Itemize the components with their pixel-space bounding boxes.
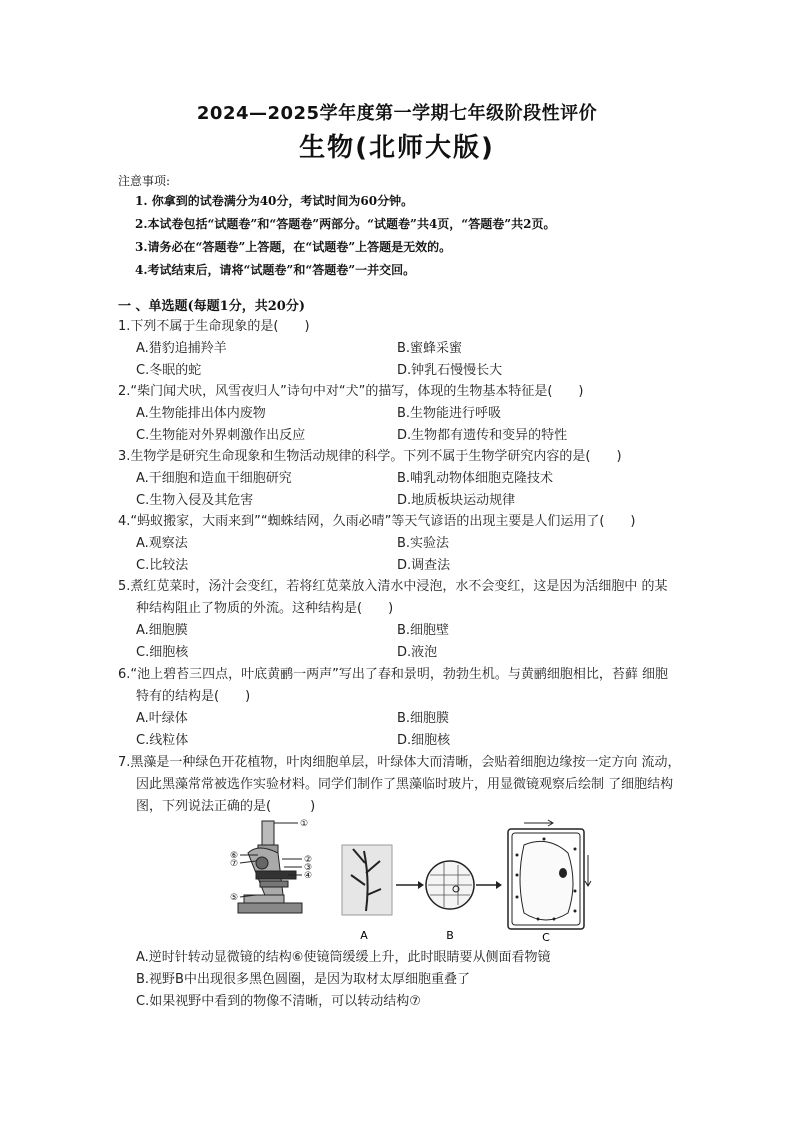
question-1 (118, 316, 698, 382)
callout-6: ⑥ (230, 851, 239, 861)
callout-5: ⑤ (230, 893, 239, 903)
option-c: C.生物入侵及其危害 (136, 493, 254, 508)
arrow-icon (476, 881, 502, 889)
microscope-figure (218, 815, 598, 945)
option-a: A.观察法 (136, 536, 188, 551)
option-c: C.线粒体 (136, 733, 189, 748)
option-b: B.实验法 (397, 536, 450, 551)
option-a: A.细胞膜 (136, 623, 188, 638)
option-c: C.生物能对外界刺激作出反应 (136, 428, 306, 443)
option-d: D.地质板块运动规律 (397, 493, 516, 508)
option-grid (118, 338, 698, 382)
option-d: D.液泡 (397, 645, 438, 660)
option-a: A.猎豹追捕羚羊 (136, 341, 227, 356)
exam-title: 2024—2025学年度第一学期七年级阶段性评价 (196, 103, 598, 124)
note-item: 3.请务必在“答题卷”上答题，在“试题卷”上答题是无效的。 (135, 240, 452, 254)
panel-label-a: A (360, 929, 368, 942)
microscope-illustration (238, 821, 302, 913)
question-stem-continued: 因此黑藻常常被选作实验材料。同学们制作了黑藻临时玻片，用显微镜观察后绘制 了细胞结构 (136, 777, 674, 792)
callout-4: ④ (304, 871, 313, 881)
arrow-icon (396, 881, 424, 889)
question-4 (118, 511, 698, 577)
panel-a-plant (342, 845, 392, 915)
option-b: B.细胞膜 (397, 711, 450, 726)
option-a: A.逆时针转动显微镜的结构⑥使镜筒缓缓上升，此时眼睛要从侧面看物镜 (136, 950, 551, 965)
question-stem-continued: 种结构阻止了物质的外流。这种结构是( ) (136, 601, 394, 616)
option-d: D.细胞核 (397, 733, 451, 748)
callout-7: ⑦ (230, 859, 239, 869)
option-c: C.冬眠的蛇 (136, 363, 202, 378)
question-stem: 7.黑藻是一种绿色开花植物，叶肉细胞单层，叶绿体大而清晰，会贴着细胞边缘按一定方向 流动， (118, 755, 681, 770)
option-b: B.视野B中出现很多黑色圆圈，是因为取材太厚细胞重叠了 (136, 972, 470, 987)
panel-label-b: B (446, 929, 454, 942)
question-stem: 5.煮红苋菜时，汤汁会变红，若将红苋菜放入清水中浸泡，水不会变红，这是因为活细胞中 的某 (118, 579, 668, 594)
panel-label-c: C (542, 931, 550, 944)
question-stem-continued: 图，下列说法正确的是( ) (136, 799, 316, 814)
option-a: A.生物能排出体内废物 (136, 406, 266, 421)
question-stem: 1.下列不属于生命现象的是( ) (118, 319, 310, 334)
option-c: C.细胞核 (136, 645, 189, 660)
option-b: B.细胞壁 (397, 623, 450, 638)
question-5 (118, 576, 698, 664)
panel-b-field-of-view (426, 861, 474, 909)
question-stem: 2.“柴门闻犬吠，风雪夜归人”诗句中对“犬”的描写，体现的生物基本特征是( ) (118, 384, 584, 399)
option-c: C.如果视野中看到的物像不清晰，可以转动结构⑦ (136, 994, 421, 1009)
question-2 (118, 381, 698, 447)
option-grid (118, 533, 698, 577)
option-b: B.哺乳动物体细胞克隆技术 (397, 471, 554, 486)
question-3 (118, 446, 698, 512)
notes-list (135, 190, 555, 282)
exam-subtitle: 生物(北师大版) (299, 133, 495, 163)
option-grid (118, 620, 698, 664)
panel-c-cell-diagram (508, 820, 591, 929)
question-stem-continued: 特有的结构是( ) (136, 689, 251, 704)
option-d: D.调查法 (397, 558, 451, 573)
question-7 (118, 752, 698, 818)
option-b: B.蜜蜂采蜜 (397, 341, 463, 356)
option-b: B.生物能进行呼吸 (397, 406, 502, 421)
option-grid (118, 468, 698, 512)
question-7-options (136, 947, 550, 1013)
callout-3: ③ (304, 863, 313, 873)
callout-1: ① (300, 819, 309, 829)
option-grid (118, 403, 698, 447)
option-a: A.叶绿体 (136, 711, 188, 726)
note-item: 4.考试结束后，请将“试题卷”和“答题卷”一并交回。 (135, 263, 416, 277)
question-stem: 4.“蚂蚁搬家，大雨来到”“蜘蛛结网，久雨必晴”等天气谚语的出现主要是人们运用了( ) (118, 514, 636, 529)
option-grid (118, 708, 698, 752)
question-6 (118, 664, 698, 752)
option-d: D.钟乳石慢慢长大 (397, 363, 503, 378)
question-stem: 3.生物学是研究生命现象和生物活动规律的科学。下列不属于生物学研究内容的是( ) (118, 449, 622, 464)
note-item: 2.本试卷包括“试题卷”和“答题卷”两部分。“试题卷”共4页，“答题卷”共2页。 (135, 217, 556, 231)
option-c: C.比较法 (136, 558, 189, 573)
question-stem: 6.“池上碧苔三四点，叶底黄鹂一两声”写出了春和景明，勃勃生机。与黄鹂细胞相比，苔藓 细胞 (118, 667, 669, 682)
option-a: A.干细胞和造血干细胞研究 (136, 471, 292, 486)
notes-heading: 注意事项: (118, 174, 171, 188)
section-heading: 一 、单选题(每题1分，共20分) (118, 299, 305, 314)
option-d: D.生物都有遗传和变异的特性 (397, 428, 568, 443)
note-item: 1. 你拿到的试卷满分为40分，考试时间为60分钟。 (135, 194, 414, 208)
callout-2: ② (304, 855, 313, 865)
